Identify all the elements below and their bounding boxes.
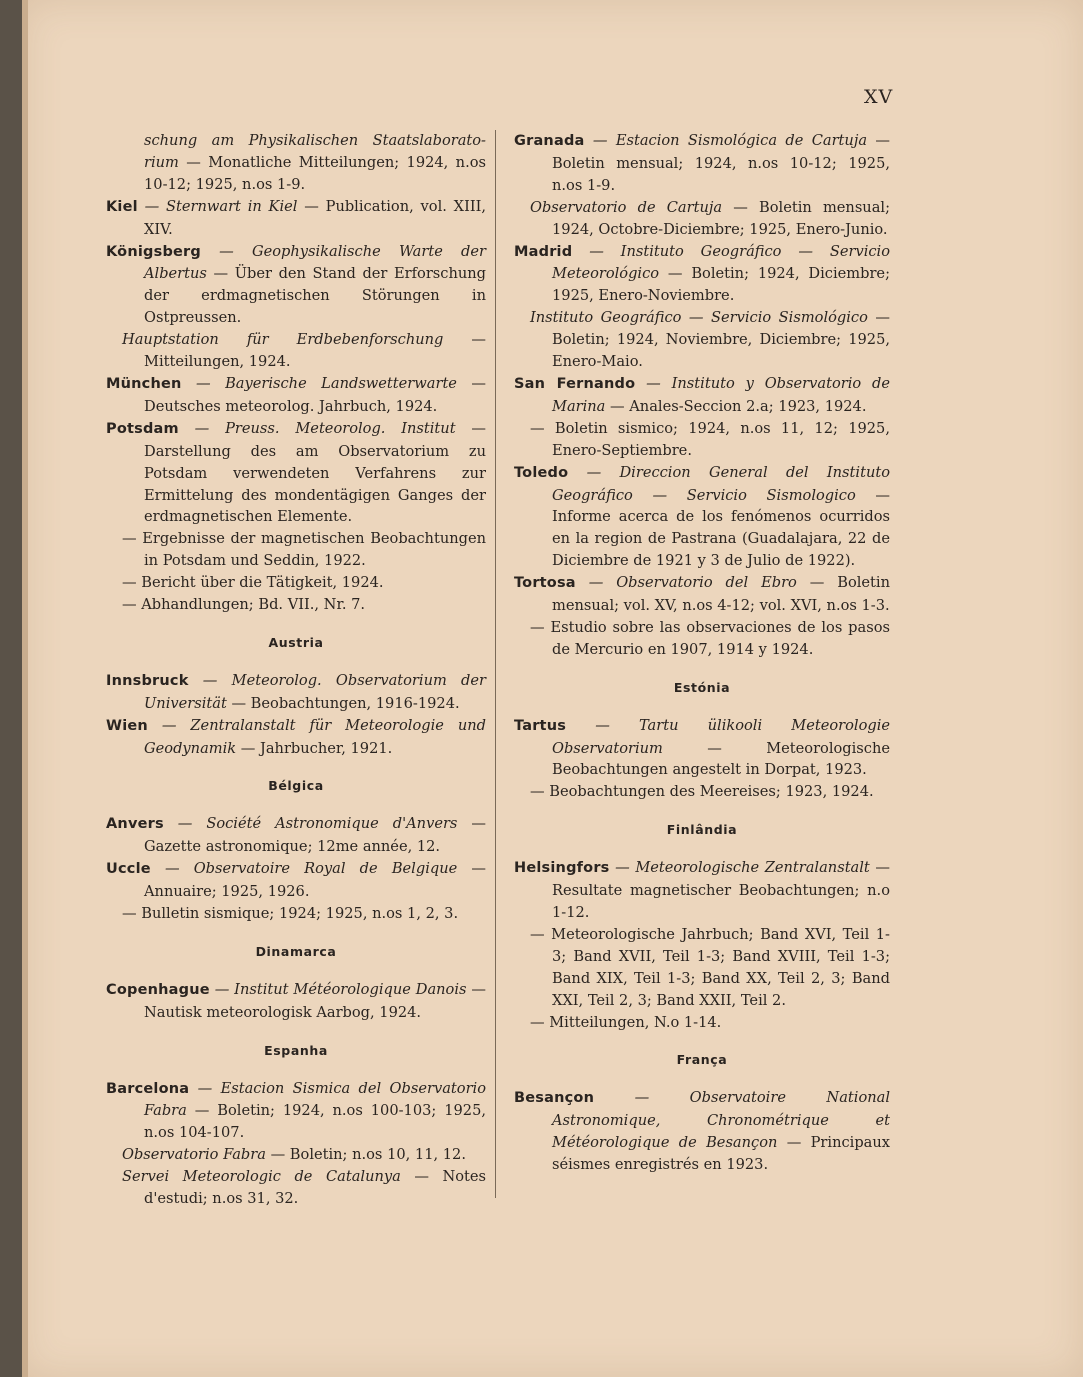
entry-wien: Wien — Zentralanstalt für Meteorologie und Geodynamik — Jahrbucher, 1921. (106, 716, 486, 757)
entry-konigsberg: Königsberg — Geophysikalische Warte der Albertus — Über den Stand der Erforschung der erdmagnetischen Störungen in Ostpreussen. (106, 242, 486, 327)
entry-barcelona: Barcelona — Estacion Sismica del Observatorio Fabra — Boletin; 1924, n.os 100-103; 1925, n.os 104-107. (106, 1079, 486, 1142)
subentry-helsingfors-1: — Meteorologische Jahrbuch; Band XVI, Teil 1-3; Band XVII, Teil 1-3; Band XVIII, Teil 1-3; Band XIX, Teil 1-3; Band XX, Teil 2, 3; Band XXI, Teil 2, 3; Band XXII, Teil 2. (530, 925, 890, 1009)
entry-tartus: Tartus — Tartu ülikooli Meteorologie Observatorium — Meteorologische Beobachtungen angestelt in Dorpat, 1923. (514, 716, 890, 779)
entry-madrid: Madrid — Instituto Geográfico — Servicio Meteorológico — Boletin; 1924, Diciembre; 1925, Enero-Noviembre. (514, 242, 890, 305)
subentry-tortosa: — Estudio sobre las observaciones de los pasos de Mercurio en 1907, 1914 y 1924. (530, 618, 890, 658)
entry-munchen: München — Bayerische Landswetterwarte — Deutsches meteorolog. Jahrbuch, 1924. (106, 374, 487, 415)
subentry-madrid: Instituto Geográfico — Servicio Sismológico — Boletin; 1924, Noviembre, Diciembre; 1925, Enero-Maio. (530, 309, 890, 371)
subentry-uccle: — Bulletin sismique; 1924; 1925, n.os 1, 2, 3. (122, 905, 459, 922)
continued-entry: schung am Physikalischen Staatslaborato-rium — Monatliche Mitteilungen; 1924, n.os 10-12; 1925, n.os 1-9. (144, 132, 486, 193)
section-heading-austria: Austria (268, 634, 324, 650)
subentry-barcelona-1: Observatorio Fabra — Boletin; n.os 10, 11, 12. (122, 1146, 466, 1164)
entry-helsingfors: Helsingfors — Meteorologische Zentralanstalt — Resultate magnetischer Beobachtungen; n.o 1-12. (514, 859, 891, 921)
section-heading-belgica: Bélgica (268, 778, 324, 794)
section-heading-estonia: Estónia (673, 679, 731, 695)
entry-potsdam: Potsdam — Preuss. Meteorolog. Institut — Darstellung des am Observatorium zu Potsdam verwendeten Verfahrens zur Ermittelung des mondentägigen Ganges der erdmagnetischen Elemente. (106, 419, 487, 526)
entry-innsbruck: Innsbruck — Meteorolog. Observatorium der Universität — Beobachtungen, 1916-1924. (106, 671, 486, 712)
document-page (22, 0, 1083, 1377)
entry-granada: Granada — Estacion Sismológica de Cartuja — Boletin mensual; 1924, n.os 10-12; 1925, n.os 1-9. (514, 132, 890, 194)
subentry-helsingfors-2: — Mitteilungen, N.o 1-14. (530, 1013, 722, 1031)
entry-copenhague: Copenhague — Institut Météorologique Danois — Nautisk meteorologisk Aarbog, 1924. (106, 980, 486, 1021)
entry-kiel: Kiel — Sternwart in Kiel — Publication, vol. XIII, XIV. (106, 197, 486, 238)
entry-toledo: Toledo — Direccion General del Instituto Geográfico — Servicio Sismologico — Informe acerca de los fenómenos ocurridos en la region de Pastrana (Guadalajara, 22 de Diciembre de 1921 y 3 de Julio de 1922). (514, 463, 891, 570)
entry-anvers: Anvers — Société Astronomique d'Anvers — Gazette astronomique; 12me année, 12. (106, 815, 487, 856)
section-heading-espanha: Espanha (264, 1042, 328, 1058)
section-heading-dinamarca: Dinamarca (255, 943, 337, 959)
subentry-san-fernando: — Boletin sismico; 1924, n.os 11, 12; 1925, Enero-Septiembre. (530, 419, 890, 459)
subentry-tartus: — Beobachtungen des Meereises; 1923, 1924. (530, 783, 874, 801)
subentry-potsdam-1: — Ergebnisse der magnetischen Beobachtungen in Potsdam und Seddin, 1922. (122, 530, 486, 570)
entry-besancon: Besançon — Observatoire National Astronomique, Chronométrique et Météorologique de Besançon — Principaux séismes enregistrés en 1923. (514, 1089, 890, 1174)
section-heading-finlandia: Finlândia (666, 822, 738, 838)
subentry-barcelona-2: Servei Meteorologic de Catalunya — Notes d'estudi; n.os 31, 32. (122, 1168, 486, 1208)
subentry-granada: Observatorio de Cartuja — Boletin mensual; 1924, Octobre-Diciembre; 1925, Enero-Junio. (530, 198, 890, 238)
left-column (106, 130, 486, 1210)
entry-uccle: Uccle — Observatoire Royal de Belgique — Annuaire; 1925, 1926. (106, 860, 487, 901)
column-divider (495, 130, 496, 1198)
entry-tortosa: Tortosa — Observatorio del Ebro — Boletin mensual; vol. XV, n.os 4-12; vol. XVI, n.os 1-3. (514, 574, 890, 615)
subentry-potsdam-2: — Bericht über die Tätigkeit, 1924. (122, 574, 384, 592)
page-number: XV (864, 86, 894, 108)
right-column (514, 130, 890, 1176)
entry-san-fernando: San Fernando — Instituto y Observatorio de Marina — Anales-Seccion 2.a; 1923, 1924. (514, 374, 891, 415)
section-heading-franca: França (676, 1052, 728, 1068)
subentry-potsdam-3: — Abhandlungen; Bd. VII., Nr. 7. (122, 596, 366, 614)
subentry-konigsberg: Hauptstation für Erdbebenforschung — Mitteilungen, 1924. (122, 331, 486, 371)
